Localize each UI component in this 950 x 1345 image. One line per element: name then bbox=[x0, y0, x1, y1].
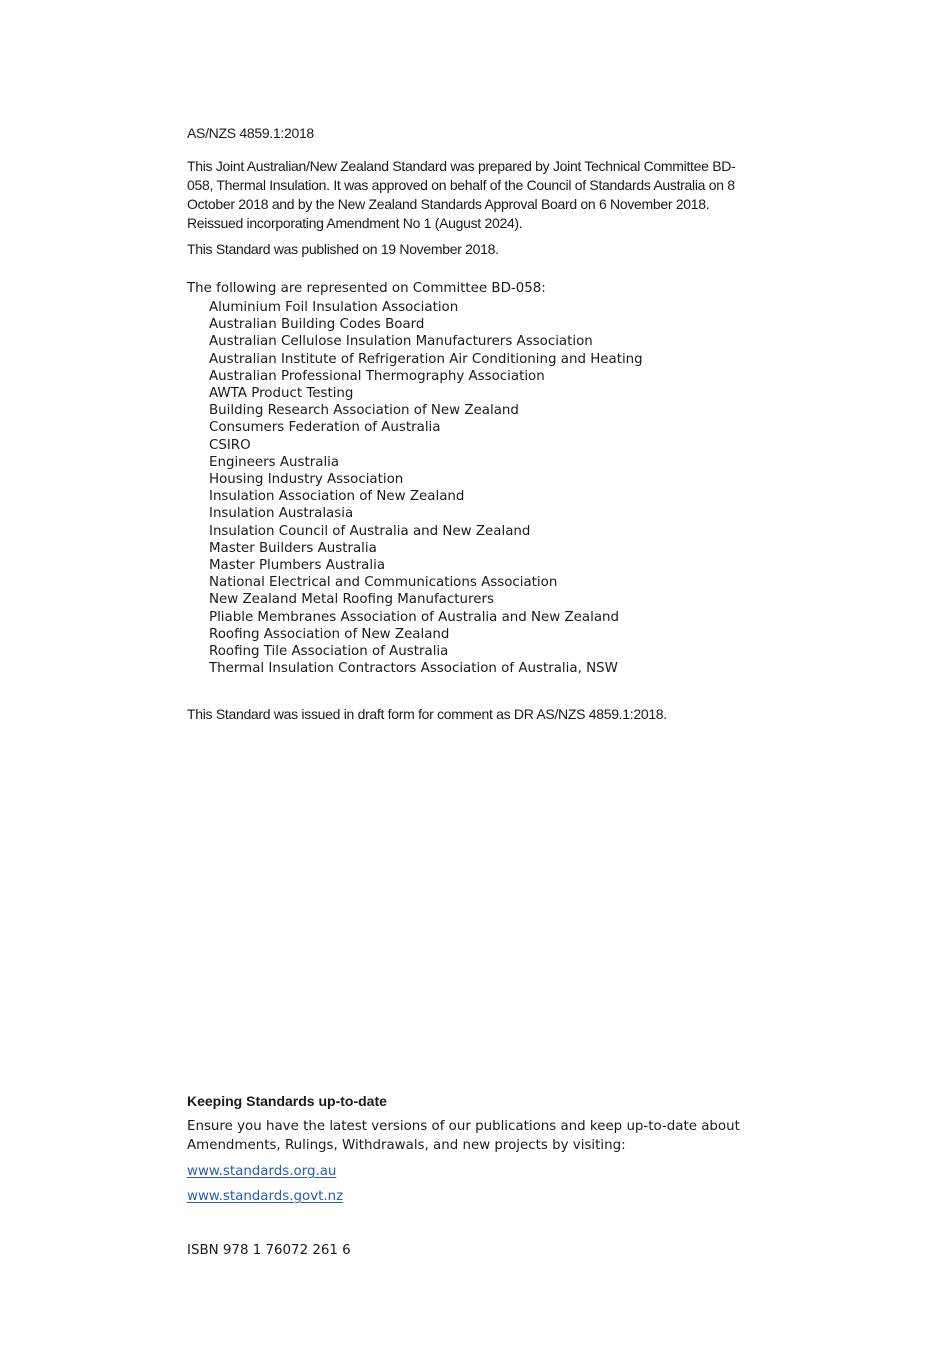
committee-intro: The following are represented on Committee BD-058: bbox=[187, 281, 546, 296]
committee-member: Australian Building Codes Board bbox=[209, 317, 425, 333]
committee-member: Thermal Insulation Contractors Association of Australia, NSW bbox=[209, 661, 618, 677]
committee-member: Insulation Council of Australia and New Zealand bbox=[209, 523, 531, 539]
committee-member: Engineers Australia bbox=[209, 454, 340, 470]
standards-au-link[interactable]: www.standards.org.au bbox=[187, 1164, 337, 1179]
committee-member: Aluminium Foil Insulation Association bbox=[209, 300, 459, 315]
committee-member: CSIRO bbox=[209, 437, 251, 453]
committee-member: Consumers Federation of Australia bbox=[209, 420, 441, 436]
isbn: ISBN 978 1 76072 261 6 bbox=[187, 1243, 351, 1258]
committee-member: Pliable Membranes Association of Australia and New Zealand bbox=[209, 609, 620, 625]
keeping-up-to-date-heading: Keeping Standards up-to-date bbox=[187, 1093, 387, 1109]
committee-member: Australian Institute of Refrigeration Air Conditioning and Heating bbox=[209, 351, 643, 367]
preparation-paragraph: This Joint Australian/New Zealand Standard was prepared by Joint Technical Committee BD-058, Thermal Insulation. It was approved on behalf of the Council of Standards Australia on 8 October 2018 and by the New Zealand Standards Approval Board on 6 November 2018. Reissued incorporating Amendment No 1 (August 2024). bbox=[187, 158, 736, 231]
committee-member: Building Research Association of New Zealand bbox=[209, 403, 519, 419]
committee-member: New Zealand Metal Roofing Manufacturers bbox=[209, 592, 494, 608]
committee-member: Insulation Association of New Zealand bbox=[209, 489, 465, 505]
committee-member: Master Plumbers Australia bbox=[209, 558, 386, 574]
committee-member: Roofing Tile Association of Australia bbox=[209, 644, 449, 660]
document-id: AS/NZS 4859.1:2018 bbox=[187, 125, 314, 141]
committee-member: Australian Cellulose Insulation Manufacturers Association bbox=[209, 334, 593, 350]
committee-member: Housing Industry Association bbox=[209, 472, 404, 488]
committee-member: National Electrical and Communications Association bbox=[209, 575, 558, 591]
committee-member: Roofing Association of New Zealand bbox=[209, 626, 450, 642]
committee-member: Australian Professional Thermography Association bbox=[209, 368, 545, 384]
committee-member-list bbox=[209, 299, 789, 677]
draft-note: This Standard was issued in draft form for comment as DR AS/NZS 4859.1:2018. bbox=[187, 706, 667, 722]
standards-nz-link[interactable]: www.standards.govt.nz bbox=[187, 1189, 344, 1204]
committee-member: Master Builders Australia bbox=[209, 540, 377, 556]
published-statement: This Standard was published on 19 November 2018. bbox=[187, 241, 499, 257]
committee-member: AWTA Product Testing bbox=[209, 386, 354, 402]
committee-member: Insulation Australasia bbox=[209, 506, 354, 522]
keeping-up-to-date-text: Ensure you have the latest versions of our publications and keep up-to-date about Amendments, Rulings, Withdrawals, and new projects by visiting: bbox=[187, 1119, 740, 1153]
